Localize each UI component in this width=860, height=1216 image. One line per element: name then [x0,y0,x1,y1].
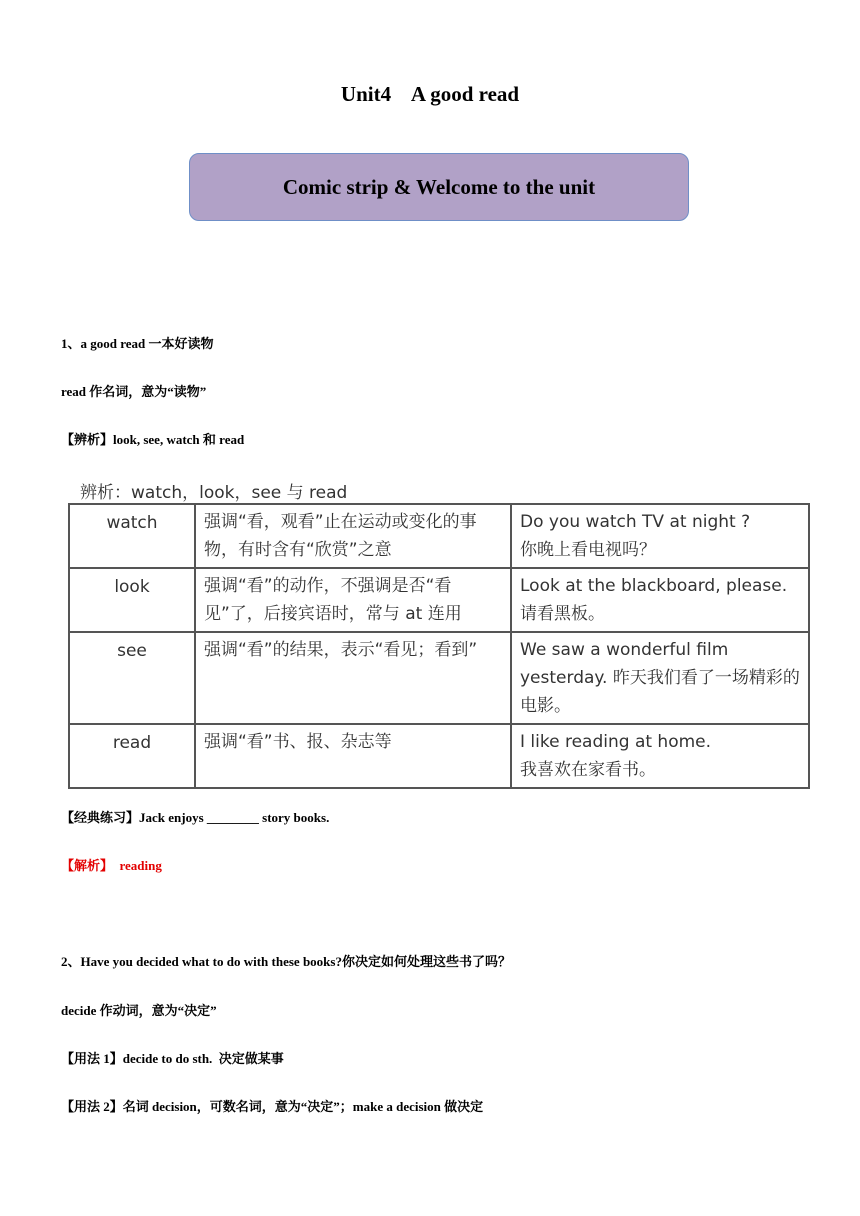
example-zh: 你晚上看电视吗？ [520,540,656,560]
practice-answer: 【解析】 reading [61,858,162,873]
item-1-analysis: 【辨析】look, see, watch 和 read [61,432,245,447]
table-cell-example [511,504,809,568]
table-cell-word: watch [69,504,195,568]
table-cell-desc: 强调“看”书、报、杂志等 [195,724,511,788]
page-title: Unit4 A good read [340,82,520,106]
table-row [69,568,809,632]
table-caption: 辨析：watch，look，see 与 read [80,483,348,503]
table-cell-desc: 强调“看”的结果，表示“看见；看到” [195,632,511,724]
comparison-table [68,503,810,789]
example-zh: 我喜欢在家看书。 [520,760,656,780]
table-cell-word: see [69,632,195,724]
item-2-heading: 2、Have you decided what to do with these books?你决定如何处理这些书了吗？ [61,954,511,969]
table-cell-word: read [69,724,195,788]
item-1-note: read 作名词，意为“读物” [61,384,207,399]
example-en: We saw a wonderful film yesterday. 昨天我们看了一场精彩的电影。 [520,640,800,716]
example-zh: 请看黑板。 [520,604,605,624]
table-cell-desc: 强调“看”的动作，不强调是否“看见”了，后接宾语时，常与 at 连用 [195,568,511,632]
table-cell-word: look [69,568,195,632]
item-2-usage-1: 【用法 1】decide to do sth. 决定做某事 [61,1051,284,1066]
table-cell-example [511,568,809,632]
item-2-usage-2: 【用法 2】名词 decision，可数名词，意为“决定”；make a decision 做决定 [61,1099,484,1114]
item-2-note: decide 作动词，意为“决定” [61,1003,217,1018]
table-row [69,724,809,788]
example-en: I like reading at home. [520,732,712,752]
example-en: Look at the blackboard, please. [520,576,788,596]
table-cell-example [511,632,809,724]
section-banner [189,153,689,221]
item-1-heading: 1、a good read 一本好读物 [61,336,214,351]
section-banner-label: Comic strip & Welcome to the unit [282,174,596,199]
table-row [69,504,809,568]
table-cell-example [511,724,809,788]
example-en: Do you watch TV at night ? [520,512,751,532]
practice-question: 【经典练习】Jack enjoys ________ story books. [61,810,330,825]
table-cell-desc: 强调“看，观看”止在运动或变化的事物，有时含有“欣赏”之意 [195,504,511,568]
table-row [69,632,809,724]
